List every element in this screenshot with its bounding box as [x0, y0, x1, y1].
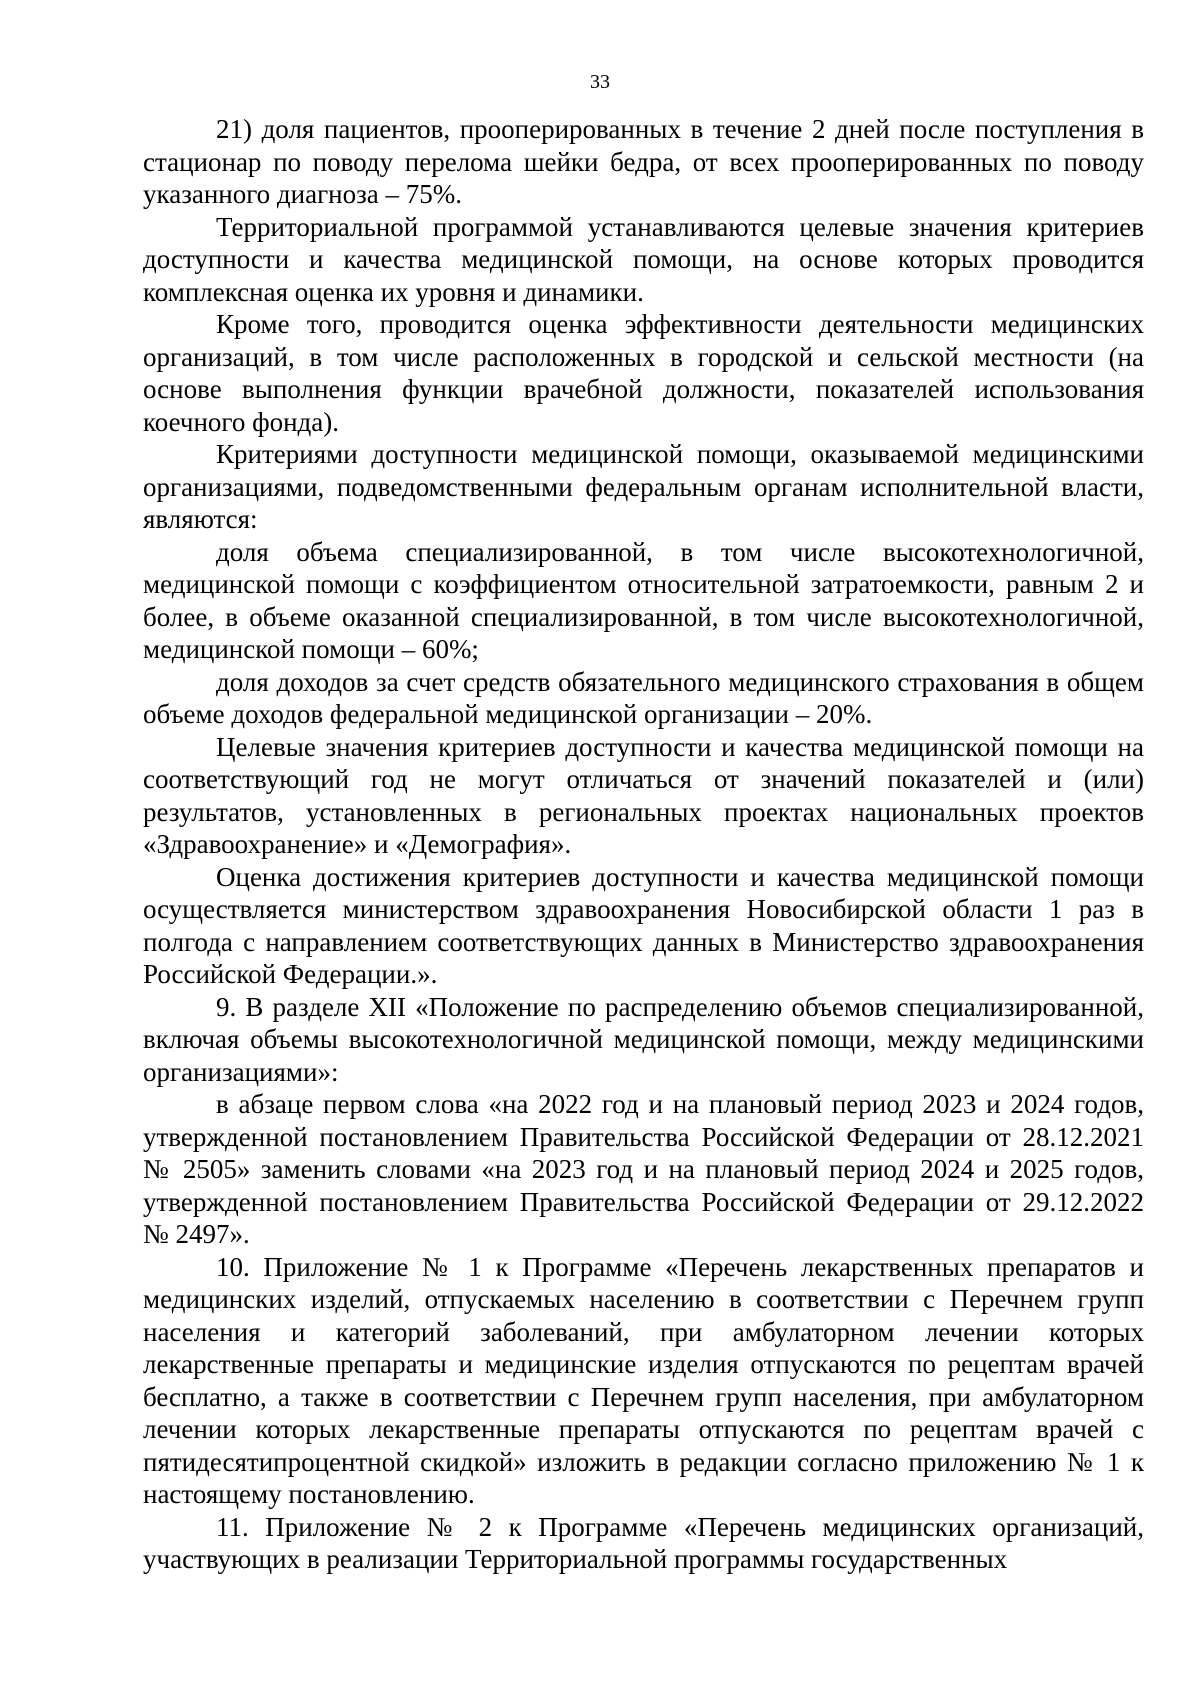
paragraph-target-values: Территориальной программой устанавливаются целевые значения критериев доступности и качества медицинской помощи, на основе которых проводится комплексная оценка их уровня и динамики.: [143, 211, 1144, 307]
paragraph-insurance-income-share: доля доходов за счет средств обязательного медицинского страхования в общем объеме доходов федеральной медицинской организации – 20%.: [143, 666, 1144, 729]
paragraph-first-abzats-replacement: в абзаце первом слова «на 2022 год и на плановый период 2023 и 2024 годов, утвержденной постановлением Правительства Российской Федерации от 28.12.2021 № 2505» заменить словами «на 2023 год и на плановый период 2024 и 2025 годов, утвержденной постановлением Правительства Российской Федерации от 29.12.2022 № 2497».: [143, 1089, 1144, 1249]
paragraph-high-tech-share: доля объема специализированной, в том числе высокотехнологичной, медицинской помощи с коэффициентом относительной затратоемкости, равным 2 и более, в объеме оказанной специализированной, в том числе высокотехнологичной, медицинской помощи – 60%;: [143, 536, 1144, 664]
paragraph-federal-criteria: Критериями доступности медицинской помощи, оказываемой медицинскими организациями, подведомственными федеральным органам исполнительной власти, являются:: [143, 439, 1144, 534]
paragraph-section-xii: 9. В разделе XII «Положение по распределению объемов специализированной, включая объемы высокотехнологичной медицинской помощи, между медицинскими организациями»:: [143, 991, 1144, 1087]
paragraph-efficiency-assessment: Кроме того, проводится оценка эффективности деятельности медицинских организаций, в том числе расположенных в городской и сельской местности (на основе выполнения функции врачебной должности, показателей использования коечного фонда).: [143, 309, 1144, 437]
paragraph-assessment-frequency: Оценка достижения критериев доступности и качества медицинской помощи осуществляется министерством здравоохранения Новосибирской области 1 раз в полгода с направлением соответствующих данных в Министерство здравоохранения Российской Федерации.».: [143, 861, 1144, 989]
document-body: [143, 113, 1144, 1576]
paragraph-appendix-1: 10. Приложение № 1 к Программе «Перечень лекарственных препаратов и медицинских изделий, отпускаемых населению в соответствии с Перечнем групп населения и категорий заболеваний, при амбулаторном лечении которых лекарственные препараты и медицинские изделия отпускаются по рецептам врачей бесплатно, а также в соответствии с Перечнем групп населения, при амбулаторном лечении которых лекарственные препараты отпускаются по рецептам врачей с пятидесятипроцентной скидкой» изложить в редакции согласно приложению № 1 к настоящему постановлению.: [143, 1251, 1144, 1509]
page-number: 33: [590, 71, 610, 93]
paragraph-item-21: 21) доля пациентов, прооперированных в течение 2 дней после поступления в стационар по поводу перелома шейки бедра, от всех прооперированных по поводу указанного диагноза – 75%.: [143, 114, 1144, 209]
paragraph-national-projects: Целевые значения критериев доступности и качества медицинской помощи на соответствующий год не могут отличаться от значений показателей и (или) результатов, установленных в региональных проектах национальных проектов «Здравоохранение» и «Демография».: [143, 731, 1144, 859]
paragraph-appendix-2: 11. Приложение № 2 к Программе «Перечень медицинских организаций, участвующих в реализации Территориальной программы государственных: [143, 1511, 1144, 1574]
